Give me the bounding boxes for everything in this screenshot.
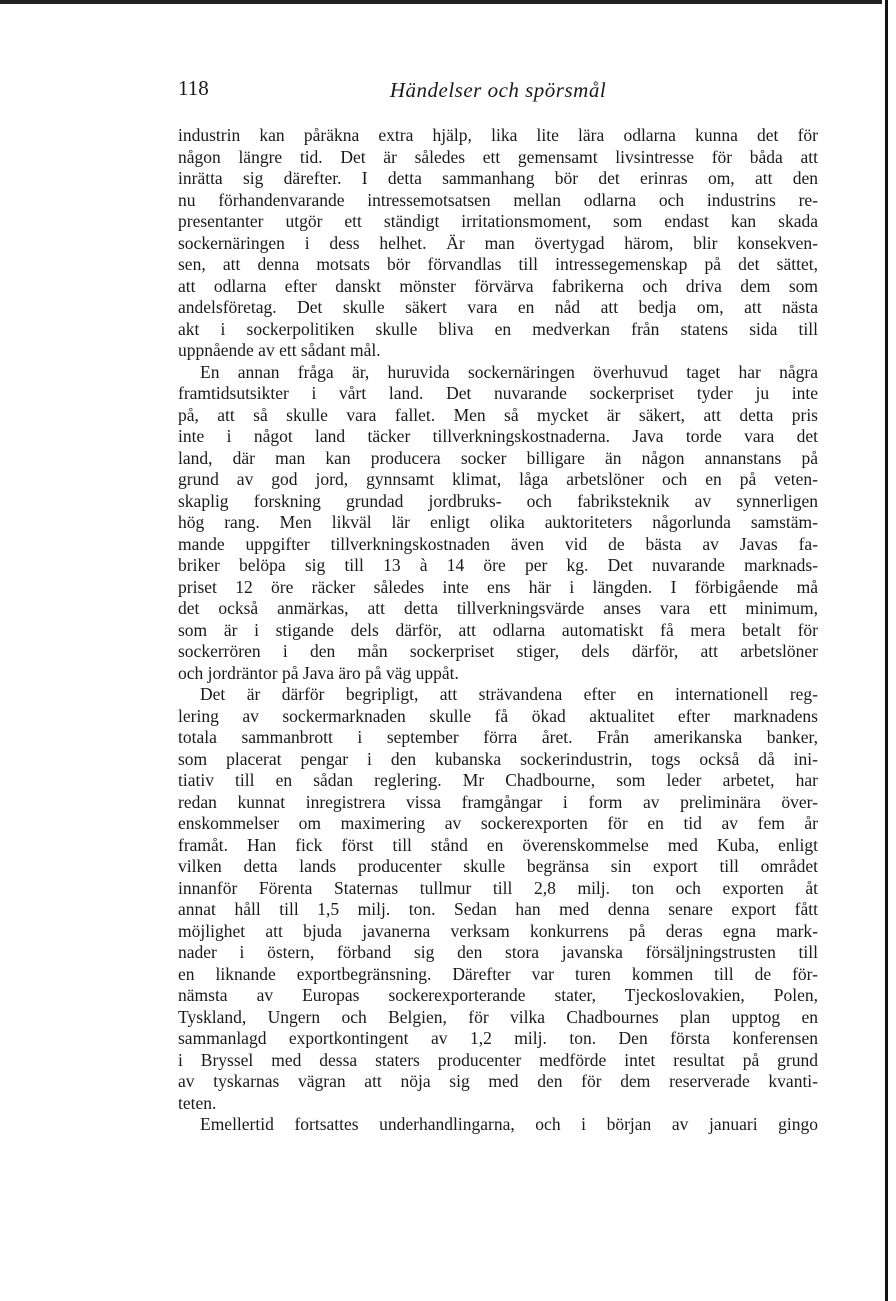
text-line: skaplig forskning grundad jordbruks- och fabriksteknik av synnerligen (178, 490, 818, 511)
text-line: som placerat pengar i den kubanska sockerindustrin, togs också då ini- (178, 748, 818, 769)
paragraph (178, 125, 818, 362)
text-line: presentanter utgör ett ständigt irritationsmoment, som endast kan skada (178, 211, 818, 231)
text-line: inte i något land täcker tillverkningskostnaderna. Java torde vara det (178, 426, 818, 446)
text-line: briker belöpa sig till 13 à 14 öre per kg. Det nuvarande marknads- (178, 555, 818, 575)
text-line: nu förhandenvarande intressemotsatsen mellan odlarna och industrins re- (178, 189, 818, 210)
text-line: totala sammanbrott i september förra året. Från amerikanska banker, (178, 727, 818, 747)
text-line: nämsta av Europas sockerexporterande stater, Tjeckoslovakien, Polen, (178, 985, 818, 1005)
body-text (178, 125, 818, 1136)
text-line: på, att så skulle vara fallet. Men så mycket är säkert, att detta pris (178, 404, 818, 425)
text-line: att odlarna efter danskt mönster förvärva fabrikerna och driva dem som (178, 275, 818, 296)
text-line: land, där man kan producera socker billigare än någon annanstans på (178, 447, 818, 468)
text-line: vilken detta lands producenter skulle begränsa sin export till området (178, 856, 818, 876)
text-line: sen, att denna motsats bör förvandlas till intressegemenskap på det sättet, (178, 254, 818, 274)
text-line: inrätta sig därefter. I detta sammanhang bör det erinras om, att den (178, 168, 818, 188)
running-title: Händelser och spörsmål (389, 78, 607, 102)
text-line: en liknande exportbegränsning. Därefter var turen kommen till de för- (178, 963, 818, 984)
text-line: Det är därför begripligt, att strävandena efter en internationell reg- (200, 684, 818, 704)
text-line: sockerrören i den mån sockerpriset stiger, dels därför, att arbetslöner (178, 641, 818, 661)
text-line: andelsföretag. Det skulle säkert vara en nåd att bedja om, att nästa (178, 297, 818, 317)
text-line: grund av god jord, gynnsamt klimat, låga arbetslöner och en på veten- (178, 469, 818, 489)
text-line: nader i östern, förband sig den stora javanska försäljningstrusten till (178, 942, 818, 962)
text-line: av tyskarnas vägran att nöja sig med den för dem reserverade kvanti- (178, 1071, 818, 1091)
text-line: Tyskland, Ungern och Belgien, för vilka Chadbournes plan upptog en (178, 1006, 818, 1027)
scan-edge-top (0, 0, 896, 4)
text-line: lering av sockermarknaden skulle få ökad aktualitet efter marknadens (178, 705, 818, 726)
text-line: priset 12 öre räcker således inte ens här i längden. I förbigående må (178, 576, 818, 597)
text-line: i Bryssel med dessa staters producenter medförde intet resultat på grund (178, 1049, 818, 1070)
text-line: hög rang. Men likväl lär enligt olika auktoriteters någorlunda samstäm- (178, 512, 818, 532)
text-line: sammanlagd exportkontingent av 1,2 milj. ton. Den första konferensen (178, 1028, 818, 1048)
page-number: 118 (178, 76, 209, 100)
text-line: teten. (178, 1092, 217, 1113)
text-line: enskommelser om maximering av sockerexporten för en tid av fem år (178, 813, 818, 833)
paragraph (178, 684, 818, 1114)
scan-edge-right (882, 0, 896, 1301)
text-line: det också anmärkas, att detta tillverkningsvärde anses vara ett minimum, (178, 598, 818, 618)
text-line: någon längre tid. Det är således ett gemensamt livsintresse för båda att (178, 146, 818, 167)
paragraph (178, 362, 818, 685)
text-line: framtidsutsikter i vårt land. Det nuvarande sockerpriset tyder ju inte (178, 383, 818, 403)
text-line: annat håll till 1,5 milj. ton. Sedan han med denna senare export fått (178, 899, 818, 919)
text-line: framåt. Han fick först till stånd en överenskommelse med Kuba, enligt (178, 834, 818, 855)
text-line: akt i sockerpolitiken skulle bliva en medverkan från statens sida till (178, 318, 818, 339)
paragraph (178, 1114, 818, 1136)
text-line: Emellertid fortsattes underhandlingarna, och i början av januari gingo (200, 1114, 818, 1134)
text-line: mande uppgifter tillverkningskostnaden även vid de bästa av Javas fa- (178, 533, 818, 554)
text-line: som är i stigande dels därför, att odlarna automatiskt få mera betalt för (178, 619, 818, 640)
text-line: och jordräntor på Java äro på väg uppåt. (178, 662, 459, 683)
text-line: uppnående av ett sådant mål. (178, 340, 381, 360)
text-line: sockernäringen i dess helhet. Är man övertygad härom, blir konsekven- (178, 232, 818, 253)
text-line: möjlighet att bjuda javanerna verksam konkurrens på deras egna mark- (178, 920, 818, 941)
text-line: En annan fråga är, huruvida sockernäringen överhuvud taget har några (200, 361, 818, 382)
text-line: redan kunnat inregistrera vissa framgångar i form av preliminära över- (178, 791, 818, 812)
text-line: industrin kan påräkna extra hjälp, lika lite lära odlarna kunna det för (178, 125, 818, 145)
text-line: innanför Förenta Staternas tullmur till 2,8 milj. ton och exporten åt (178, 877, 818, 898)
text-line: tiativ till en sådan reglering. Mr Chadbourne, som leder arbetet, har (178, 770, 818, 790)
